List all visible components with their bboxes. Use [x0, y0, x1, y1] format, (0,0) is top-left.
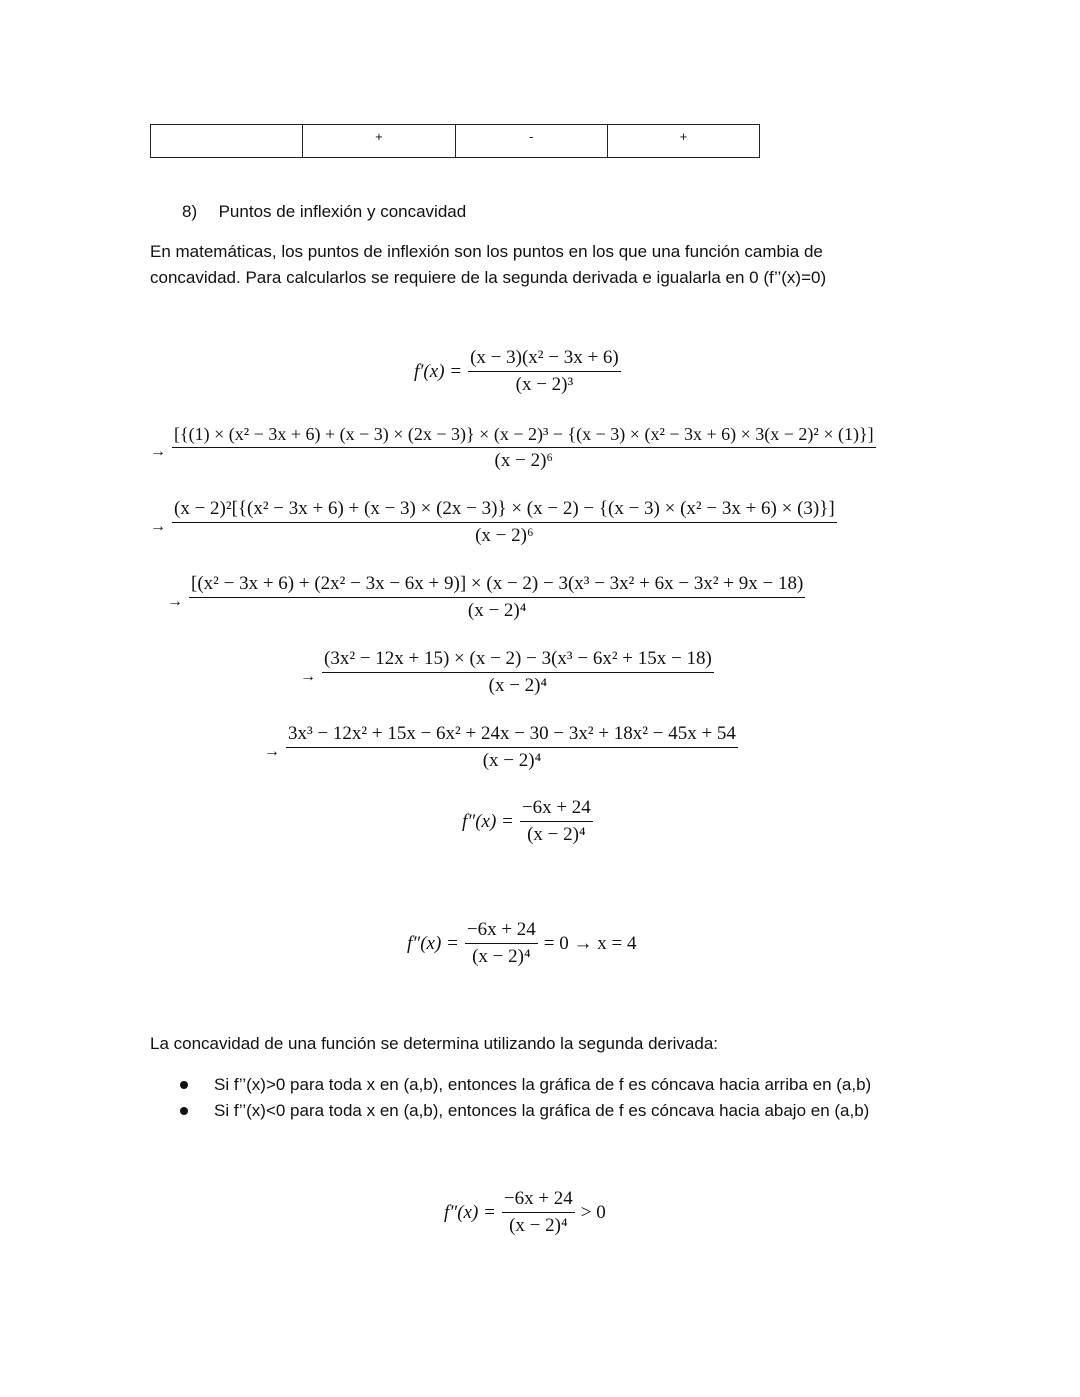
denominator: (x − 2)⁴ — [467, 600, 527, 621]
intro-line-2: concavidad. Para calcularlos se requiere de la segunda derivada e igualarla en 0 (f’’(x)=0) — [150, 268, 827, 287]
fraction — [502, 1187, 575, 1238]
denominator: (x − 2)⁴ — [509, 1215, 568, 1236]
fraction — [286, 722, 738, 773]
list-item — [214, 1098, 974, 1124]
equation-lhs: f″(x) = — [444, 1201, 496, 1223]
equation-step-3 — [167, 572, 805, 623]
fraction — [172, 422, 876, 473]
equation-step-5 — [264, 722, 738, 773]
numerator: (3x² − 12x + 15) × (x − 2) − 3(x³ − 6x² + 15x − 18) — [322, 647, 714, 673]
denominator: (x − 2)⁴ — [482, 750, 542, 771]
denominator: (x − 2)⁶ — [494, 450, 554, 471]
arrow-icon: → — [167, 592, 183, 610]
denominator: (x − 2)⁴ — [472, 946, 531, 967]
bullet-icon — [180, 1107, 188, 1115]
equation-lhs: f′(x) = — [414, 360, 463, 382]
fraction — [468, 346, 621, 397]
denominator: (x − 2)⁶ — [475, 525, 534, 546]
equation-step-2 — [150, 497, 837, 548]
equation-first-derivative — [414, 346, 621, 397]
denominator: (x − 2)⁴ — [527, 824, 586, 845]
rule-text: Si f’’(x)<0 para toda x en (a,b), entonces la gráfica de f es cóncava hacia abajo en (a,b) — [214, 1101, 870, 1120]
numerator: (x − 3)(x² − 3x + 6) — [468, 346, 621, 372]
fraction — [322, 647, 714, 698]
sign-table-row — [151, 125, 760, 158]
concavity-lead: La concavidad de una función se determina utilizando la segunda derivada: — [150, 1034, 719, 1053]
sign-cell-2: + — [303, 125, 455, 158]
intro-line-1: En matemáticas, los puntos de inflexión son los puntos en los que una función cambia de — [150, 242, 823, 261]
numerator: (x − 2)²[{(x² − 3x + 6) + (x − 3) × (2x − 3)} × (x − 2) − {(x − 3) × (x² − 3x + 6) × (3)}] — [172, 497, 837, 523]
denominator: (x − 2)³ — [515, 374, 574, 395]
equation-step-4 — [300, 647, 714, 698]
equation-rhs: = 0 → x = 4 — [543, 932, 637, 954]
section-heading — [182, 199, 466, 225]
equation-concavity-test — [444, 1187, 606, 1238]
bullet-icon — [180, 1081, 188, 1089]
fraction — [520, 796, 593, 847]
numerator: −6x + 24 — [465, 918, 538, 944]
section-title: Puntos de inflexión y concavidad — [218, 202, 467, 221]
numerator: −6x + 24 — [520, 796, 593, 822]
equation-step-1 — [150, 422, 876, 473]
sign-cell-1 — [151, 125, 303, 158]
fraction — [189, 572, 805, 623]
equation-inflection-point — [407, 918, 636, 969]
sign-cell-4: + — [607, 125, 759, 158]
concavity-rules-list — [214, 1072, 974, 1124]
arrow-icon: → — [264, 742, 280, 760]
equation-rhs: > 0 — [580, 1201, 606, 1223]
denominator: (x − 2)⁴ — [488, 675, 548, 696]
arrow-icon: → — [150, 517, 166, 535]
numerator: [(x² − 3x + 6) + (2x² − 3x − 6x + 9)] × (x − 2) − 3(x³ − 3x² + 6x − 3x² + 9x − 18) — [189, 572, 805, 598]
numerator: −6x + 24 — [502, 1187, 575, 1213]
intro-paragraph — [150, 239, 950, 291]
fraction — [465, 918, 538, 969]
sign-cell-3: - — [455, 125, 607, 158]
sign-table — [150, 124, 760, 158]
equation-second-derivative — [462, 796, 593, 847]
rule-text: Si f’’(x)>0 para toda x en (a,b), entonces la gráfica de f es cóncava hacia arriba en (a,b) — [214, 1075, 872, 1094]
equation-lhs: f″(x) = — [407, 932, 459, 954]
numerator: 3x³ − 12x² + 15x − 6x² + 24x − 30 − 3x² + 18x² − 45x + 54 — [286, 722, 738, 748]
fraction — [172, 497, 837, 548]
arrow-icon: → — [150, 442, 166, 460]
list-item — [214, 1072, 974, 1098]
arrow-icon: → — [300, 667, 316, 685]
numerator: [{(1) × (x² − 3x + 6) + (x − 3) × (2x − 3)} × (x − 2)³ − {(x − 3) × (x² − 3x + 6) × 3(x − 2)² × (1)}] — [172, 422, 876, 448]
equation-lhs: f″(x) = — [462, 810, 514, 832]
section-number: 8) — [182, 202, 198, 221]
